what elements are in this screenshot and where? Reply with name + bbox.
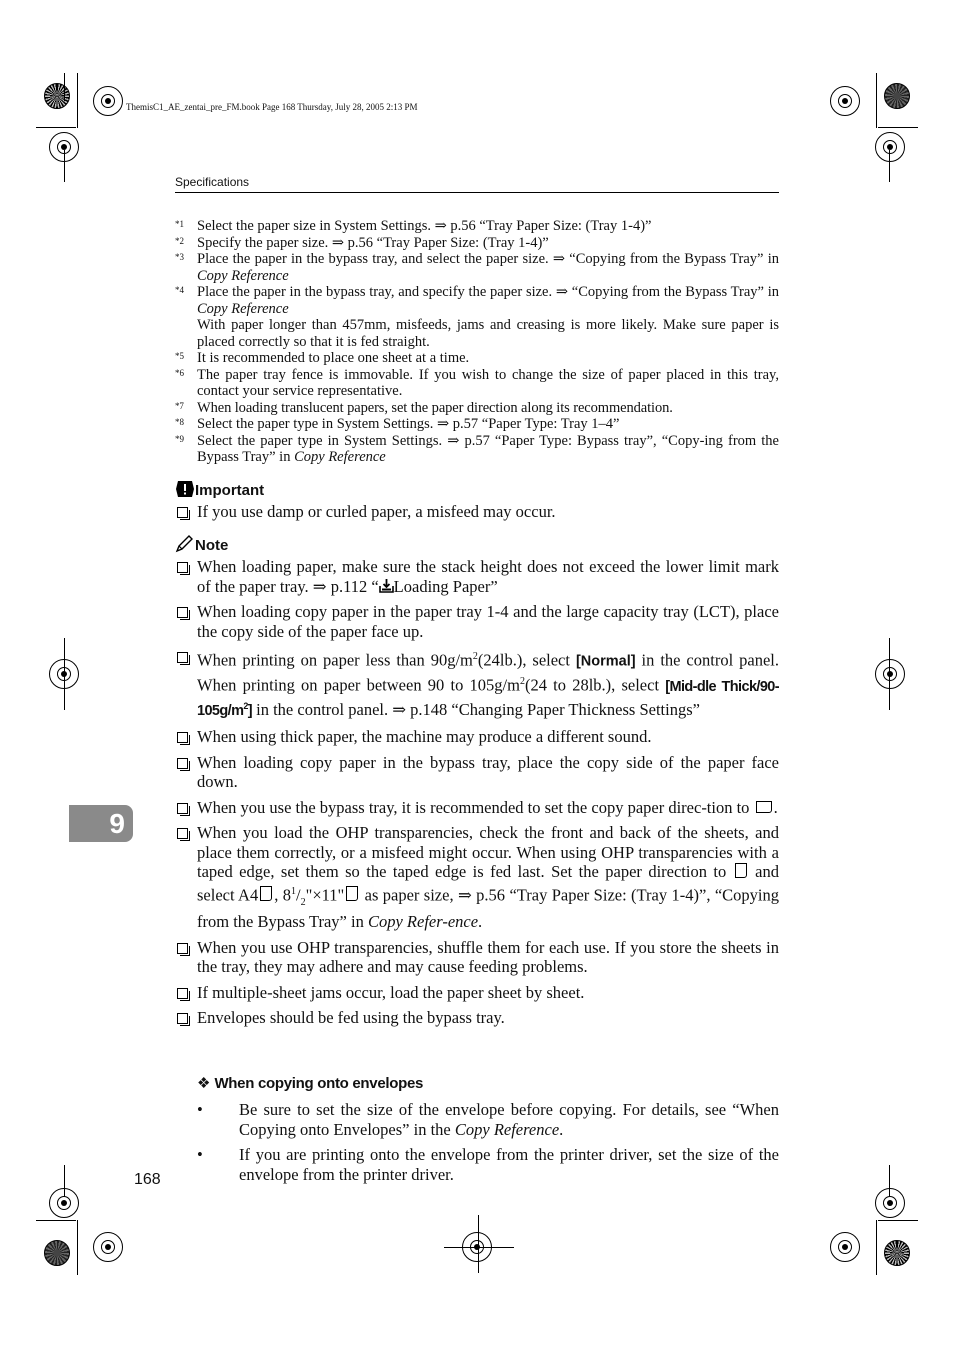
checkbox-bullet-icon [177,988,188,999]
paper-orientation-icon [756,801,772,813]
registration-mark-icon [875,132,905,162]
color-wheel-icon [44,83,70,109]
checkbox-bullet-icon [177,803,188,814]
page-number: 168 [134,1171,161,1188]
checkbox-bullet-icon [177,758,188,769]
checkbox-bullet-icon [177,943,188,954]
color-wheel-icon [44,1240,70,1266]
note-heading: Note [175,535,779,557]
footnote: *6 The paper tray fence is immovable. If you wish to change the size of paper placed in this tray, contact your service representative. [175,366,779,399]
registration-mark-icon [830,1232,860,1262]
registration-mark-icon [830,86,860,116]
checkbox-bullet-icon [177,607,188,618]
color-wheel-icon [884,1240,910,1266]
checkbox-bullet-icon [177,1013,188,1024]
checkbox-bullet-icon [177,732,188,743]
checkbox-bullet-icon [177,562,188,573]
running-head: Specifications [175,175,250,189]
envelope-bullet: • If you are printing onto the envelope from the printer driver, set the size of the envelope from the printer driver. [197,1145,779,1184]
registration-mark-icon [875,1188,905,1218]
note-item: When loading paper, make sure the stack height does not exceed the lower limit mark of the paper tray. ⇒ p.112 “ Loading Paper” [175,557,779,596]
diamond-bullet-icon: ❖ [197,1076,211,1092]
note-item: When printing on paper less than $90g/m^2(24lb.)$, select [Normal] in the control panel. When printing on paper between 90 to $105g/m^2(24$ to 28lb.), select [Mid-dle Thick/$90-105g/m^2$] in the control panel. ⇒ p.148 “Changing Paper Thickness Settings” [175,647,779,721]
envelopes-heading: ❖ When copying onto envelopes [197,1075,424,1092]
note-section [175,535,779,1034]
footnote: *8 Select the paper type in System Settings. ⇒ p.57 “Paper Type: Tray 1–4” [175,416,620,432]
footnote: *7 When loading translucent papers, set the paper direction along its recommendation. [175,399,673,416]
note-item: If multiple-sheet jams occur, load the paper sheet by sheet. [175,983,779,1003]
load-paper-icon [379,578,394,593]
book-meta-line: ThemisC1_AE_zentai_pre_FM.book Page 168 Thursday, July 28, 2005 2:13 PM [126,102,418,112]
color-wheel-icon [884,83,910,109]
checkbox-bullet-icon [177,828,188,839]
checkbox-bullet-icon [177,507,188,518]
important-heading: Important [175,480,779,502]
paper-orientation-icon [346,886,358,901]
footnote: *5 It is recommended to place one sheet at a time. [175,350,470,366]
footnote: *3 Place the paper in the bypass tray, and select the paper size. ⇒ “Copying from the Bypass Tray” in Copy Reference [175,251,779,284]
note-item: When using thick paper, the machine may produce a different sound. [175,727,779,747]
important-item: If you use damp or curled paper, a misfeed may occur. [175,502,779,522]
note-item: When you load the OHP transparencies, check the front and back of the sheets, and place them correctly, or a misfeed might occur. When using OHP transparencies with a taped edge, set them so the taped edge is fed last. Set the paper direction to and select A4 , $8^1/_2"\times 11$" as paper size, ⇒ p.56 “Tray Paper Size: (Tray 1-4)”, “Copying from the Bypass Tray” in Copy Refer-ence. [175,823,779,931]
footnote: *9 Select the paper type in System Settings. ⇒ p.57 “Paper Type: Bypass tray”, “Copy-ing from the Bypass Tray” in Copy Reference [175,432,779,465]
registration-mark-icon [93,1232,123,1262]
header-rule [175,192,779,193]
note-item: When you use OHP transparencies, shuffle them for each use. If you store the sheets in the tray, they may adhere and may cause feeding problems. [175,938,779,977]
envelopes-section [175,1074,779,1190]
registration-mark-icon [875,659,905,689]
note-item: Envelopes should be fed using the bypass tray. [175,1008,779,1028]
chapter-tab: 9 [69,805,133,842]
registration-mark-icon [93,86,123,116]
checkbox-bullet-icon [177,652,188,663]
paper-orientation-icon [260,886,272,901]
important-section [175,480,779,528]
note-item: When loading copy paper in the bypass tray, place the copy side of the paper face down. [175,753,779,792]
footnote: *1 Select the paper size in System Settings. ⇒ p.56 “Tray Paper Size: (Tray 1-4)” [175,218,652,234]
note-pencil-icon [175,535,195,553]
footnote: *4 Place the paper in the bypass tray, and specify the paper size. ⇒ “Copying from the Bypass Tray” in Copy Reference With paper longer than 457mm, misfeeds, jams and creasing is more likely. Make sure paper is placed correctly so that it is fed straight. [175,284,779,350]
envelope-bullet: • Be sure to set the size of the envelope before copying. For details, see “When Copying onto Envelopes” in the Copy Reference. [197,1100,779,1139]
note-item: When you use the bypass tray, it is recommended to set the copy paper direc-tion to . [175,798,779,818]
important-icon [175,480,195,498]
note-item: When loading copy paper in the paper tray 1-4 and the large capacity tray (LCT), place the copy side of the paper face up. [175,602,779,641]
paper-orientation-icon [735,863,747,878]
footnote: *2 Specify the paper size. ⇒ p.56 “Tray Paper Size: (Tray 1-4)” [175,234,549,251]
footnotes [175,218,779,466]
